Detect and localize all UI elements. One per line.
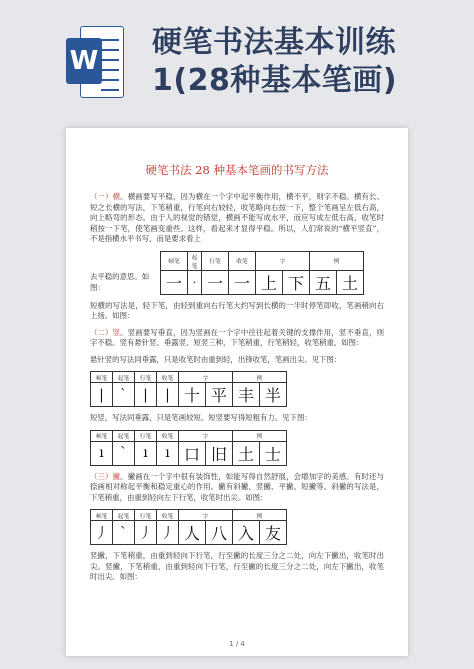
page-title [152, 24, 472, 100]
document-page [66, 128, 408, 656]
stroke-table-shu [90, 371, 287, 407]
stroke-cell: 一 [202, 270, 229, 294]
example-cell: 平 [206, 383, 233, 407]
table-header: 例 [233, 372, 287, 383]
example-cell: 十 [179, 383, 206, 407]
table-header: 例 [233, 510, 287, 521]
table-header: 行笔 [135, 372, 157, 383]
table-header: 顿笔 [91, 510, 113, 521]
page-number: 1 / 4 [229, 640, 245, 648]
example-cell: 半 [260, 383, 287, 407]
table-header: 例 [233, 430, 287, 441]
word-document-icon [66, 24, 126, 100]
table-header: 字 [179, 372, 233, 383]
stroke-cell: ı [157, 441, 179, 465]
word-badge: W [66, 38, 102, 84]
section-text: 。横画要写平稳，因为横在一个字中起平衡作用，横不平，则字不稳。横有长、短之长横的写法，下笔稍重，行笔向右较轻，收笔略向右按一下，整个笔画呈左低右高，向上略弯的形态。由于人的视觉的错觉，横画不能写成水平，而应写成左低右高，收笔时稍按一下笔，使笔画变重些。这样，看起来才显得平稳。所以，人们常说的“横平竖直”，不是指横水平书写，而是要求看上 [90, 192, 384, 243]
shupie-paragraph: 竖撇，下笔稍重，由重到轻向下行笔，行至撇的长度三分之二处，向左下撇出，收笔时出尖。竖撇，下笔稍重，由重到轻向下行笔，行至撇的长度三分之二处，向左下撇出，收笔时出尖。如图： [90, 551, 384, 581]
stroke-cell: ı [91, 441, 113, 465]
example-cell: 入 [233, 521, 260, 545]
side-text: 去平稳的意思。如图： [90, 271, 150, 292]
header [0, 0, 474, 115]
stroke-cell: 丿 [135, 521, 157, 545]
stroke-cell: ı [135, 441, 157, 465]
example-cell: 土 [337, 270, 364, 294]
example-cell: 旧 [206, 441, 233, 465]
table-header: 行笔 [202, 251, 229, 270]
stroke-cell: 一 [161, 270, 188, 294]
stroke-row-4 [90, 509, 384, 545]
table-header: 顿笔 [91, 372, 113, 383]
section-label: （一）横 [90, 192, 121, 201]
section-label: （二）竖 [90, 327, 121, 337]
table-header: 行笔 [135, 430, 157, 441]
document-title: 硬笔书法 28 种基本笔画的书写方法 [145, 163, 329, 177]
stroke-cell: | [135, 383, 157, 407]
example-cell: 丰 [233, 383, 260, 407]
table-header: 起笔 [188, 251, 202, 270]
table-header: 起笔 [113, 372, 135, 383]
example-cell: 友 [260, 521, 287, 545]
section-shu-paragraph [90, 328, 384, 349]
stroke-row-3 [90, 430, 384, 466]
stroke-cell: 丿 [91, 521, 113, 545]
example-cell: 五 [310, 270, 337, 294]
table-header: 顿笔 [161, 251, 188, 270]
stroke-cell: ` [113, 441, 135, 465]
example-cell: 人 [179, 521, 206, 545]
title-line-2: 1(28种基本笔画) [152, 63, 398, 98]
stroke-table-heng [160, 251, 364, 295]
table-header: 起笔 [113, 510, 135, 521]
table-header: 行笔 [135, 510, 157, 521]
table-header: 例 [310, 251, 364, 270]
section-label: （三）撇 [90, 471, 121, 481]
stroke-cell: | [91, 383, 113, 407]
example-cell: 上 [256, 270, 283, 294]
stroke-cell: ` [113, 521, 135, 545]
stroke-cell: · [188, 270, 202, 294]
xuanzhen-paragraph: 悬针竖的写法同垂露，只是收笔时由重到轻，出锋收笔，笔画出尖。见下图： [90, 354, 342, 364]
example-cell: 下 [283, 270, 310, 294]
title-line-1: 硬笔书法基本训练 [152, 25, 396, 60]
short-heng-paragraph: 短横的写法是，轻下笔，由轻到重向右行笔大约写到长横的一半时停笔即收，笔画稍向右上扬。如图： [90, 300, 384, 320]
table-header: 收笔 [157, 510, 179, 521]
table-header: 起笔 [113, 430, 135, 441]
table-header: 字 [179, 510, 233, 521]
table-header: 顿笔 [91, 430, 113, 441]
example-cell: 士 [260, 441, 287, 465]
example-cell: 口 [179, 441, 206, 465]
table-header: 收笔 [229, 251, 256, 270]
stroke-cell: | [157, 383, 179, 407]
example-cell: 土 [233, 441, 260, 465]
stroke-row-2 [90, 371, 384, 407]
table-header: 收笔 [157, 430, 179, 441]
stroke-cell: ` [113, 383, 135, 407]
section-text: 。撇画在一个字中很有装饰性，如能写得自然舒展，会增加字的美感。有时还与捺画相对称起平衡和稳定重心的作用。撇有斜撇、竖撇、平撇、短撇等。斜撇的写法是，下笔稍重，由重到轻向左下行笔，收笔时出尖。如图： [90, 471, 384, 502]
stroke-cell: 丿 [157, 521, 179, 545]
short-shu-paragraph: 短竖，写法同垂露，只是笔画较短。短竖要写得短粗有力。见下图： [90, 413, 312, 422]
example-cell: 八 [206, 521, 233, 545]
stroke-cell: 一 [229, 270, 256, 294]
table-header: 字 [256, 251, 310, 270]
stroke-table-duanshu [90, 430, 287, 466]
stroke-row-1 [90, 251, 384, 295]
section-text: 。竖画要写垂直，因为竖画在一个字中往往起着关键的支撑作用，竖不垂直，则字不稳。竖有悬针竖、垂露竖、短竖三种，下笔稍重，行笔稍轻，收笔稍重，如图： [90, 327, 384, 347]
table-header: 字 [179, 430, 233, 441]
table-header: 收笔 [157, 372, 179, 383]
section-pie-paragraph [90, 472, 384, 504]
stroke-table-pie [90, 509, 287, 545]
section-heng-paragraph [90, 192, 384, 245]
